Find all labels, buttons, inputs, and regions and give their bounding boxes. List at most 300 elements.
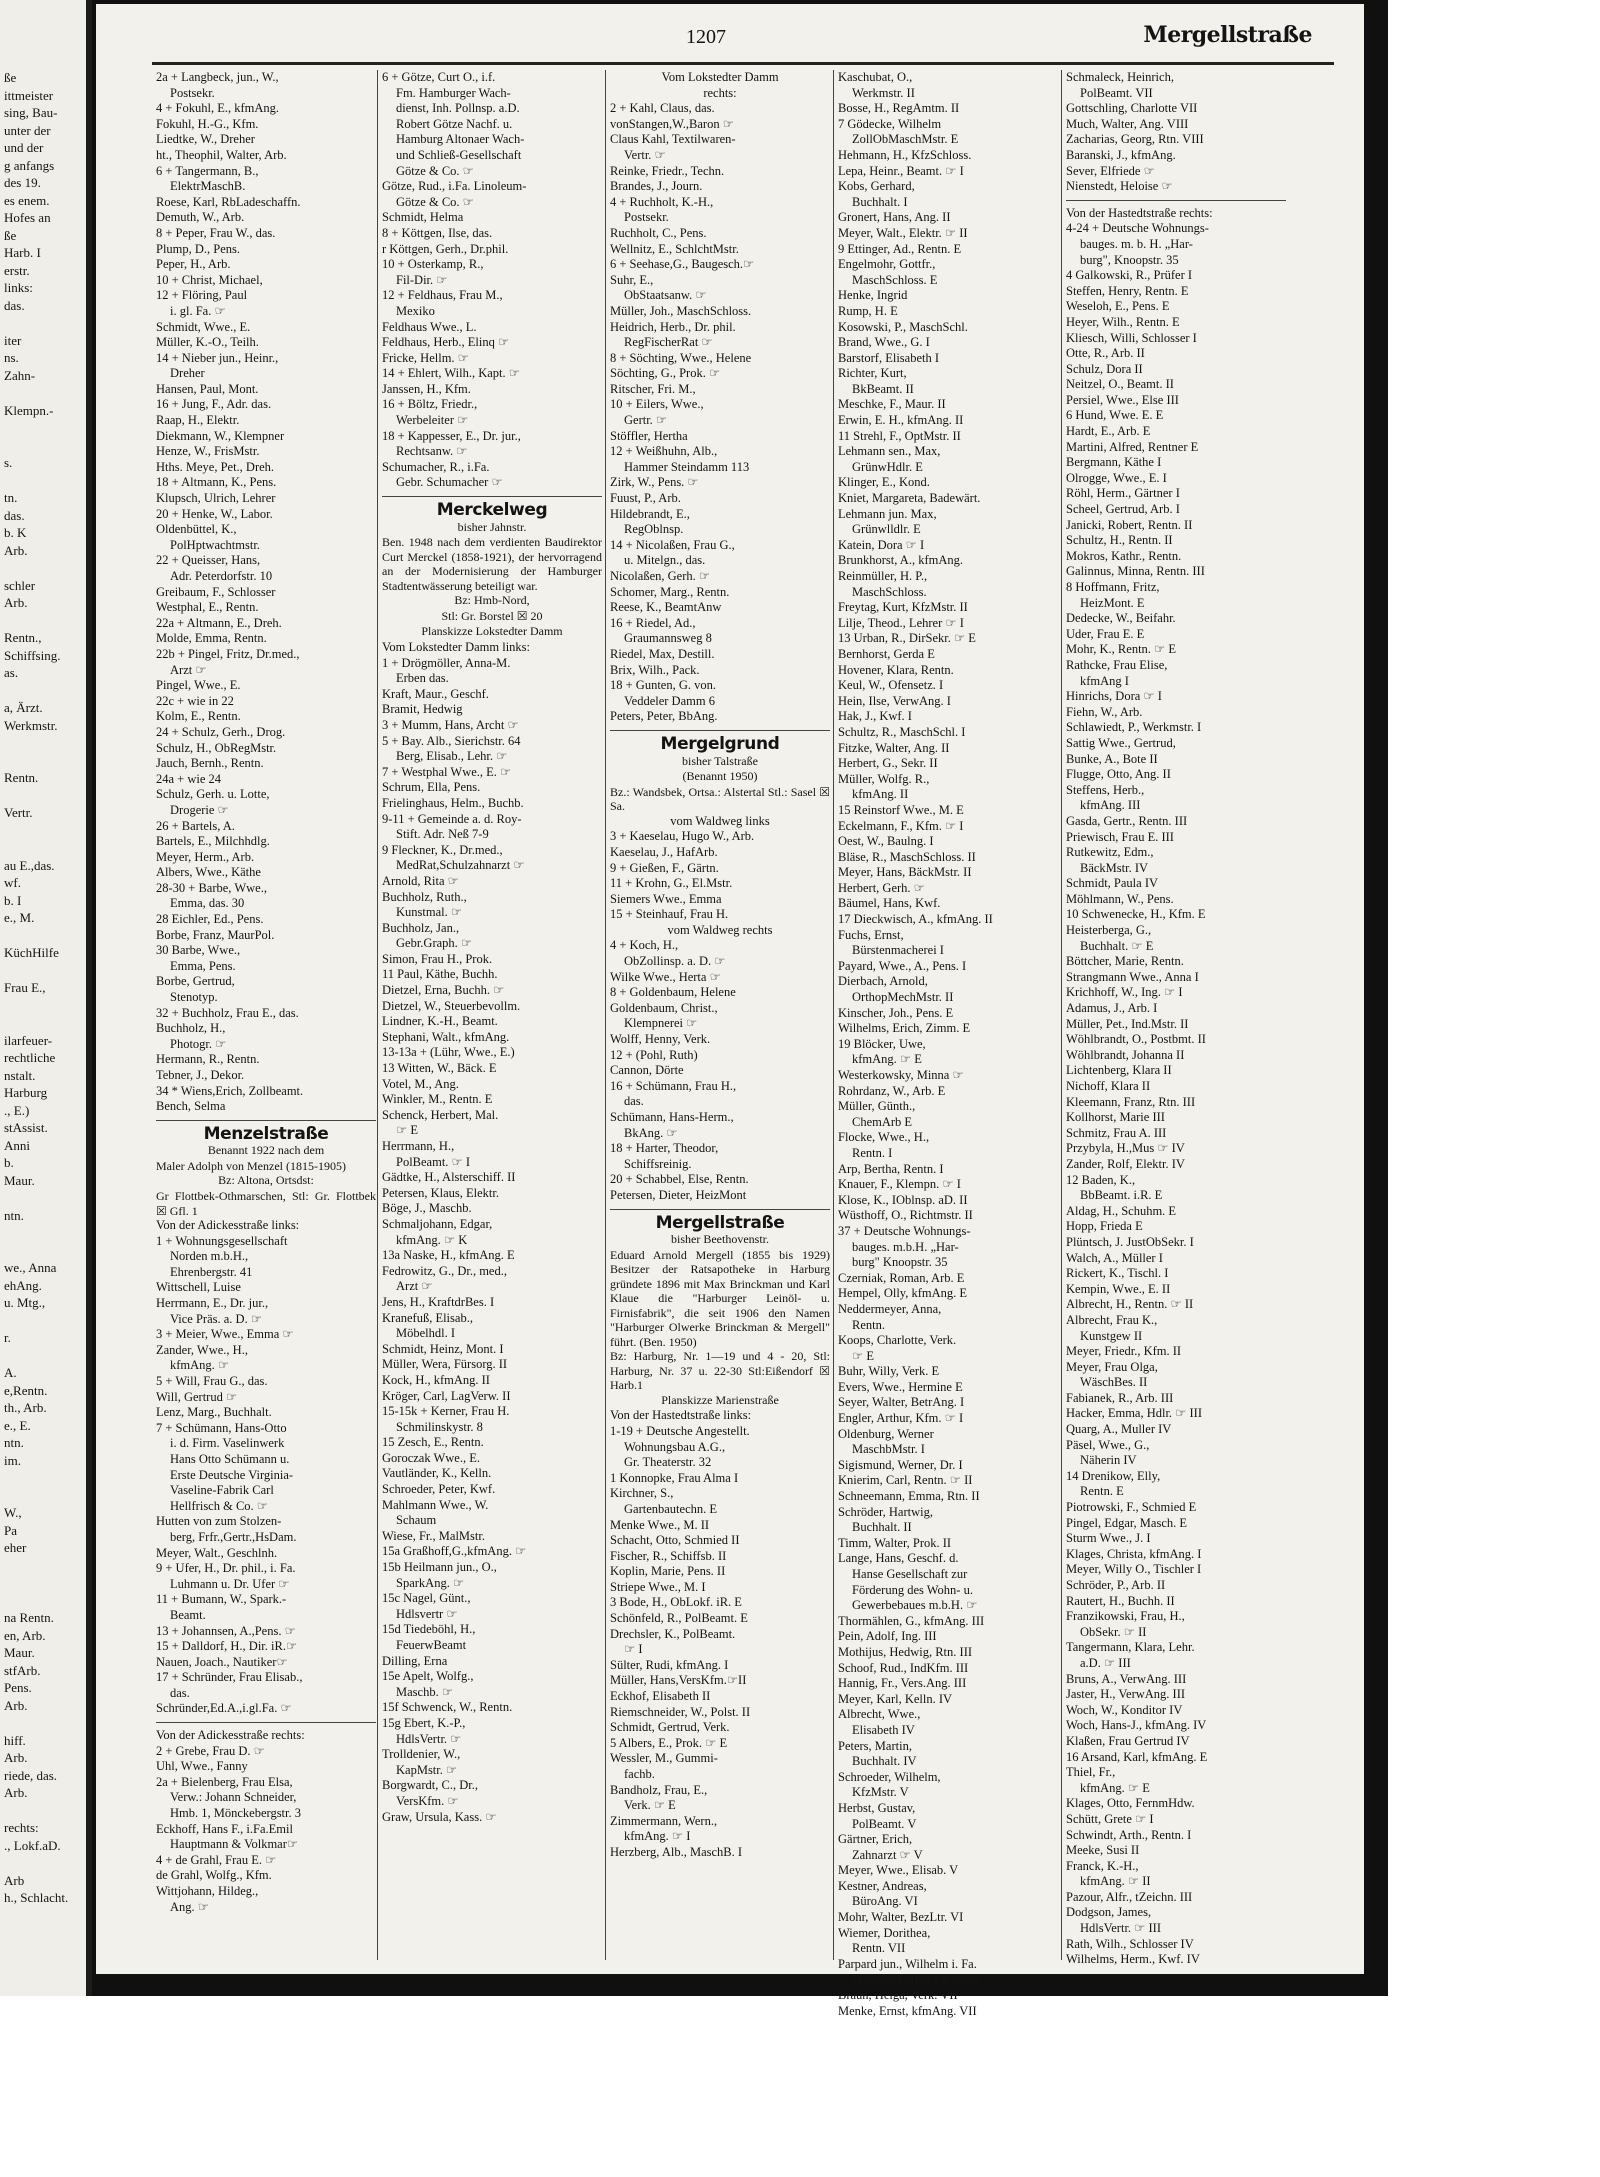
entry-continuation: Hmb. 1, Mönckebergstr. 3: [170, 1806, 302, 1821]
street-description: Bz: Harburg, Nr. 1—19 und 4 - 20, Stl: Harburg, Nr. 37 u. 22-30 Stl:Eißendorf ☒ Harb.1: [610, 1349, 830, 1393]
directory-entry: Koplin, Marie, Pens. II: [610, 1564, 726, 1579]
directory-entry: 10 Schwenecke, H., Kfm. E: [1066, 907, 1206, 922]
entry-continuation: Rentn. I: [852, 1145, 893, 1160]
directory-entry: Meyer, Herm., Arb.: [156, 849, 255, 864]
directory-entry: Roese, Karl, RbLadeschaffn.: [156, 194, 301, 209]
directory-entry: Von der Adickesstraße rechts:: [156, 1728, 305, 1743]
directory-entry: Hein, Ilse, VerwAng. I: [838, 693, 951, 708]
directory-entry: Müller, Günth.,: [838, 1099, 916, 1114]
entry-continuation: Verw.: Johann Schneider,: [170, 1790, 297, 1805]
entry-continuation: Vaseline-Fabrik Carl: [170, 1483, 274, 1498]
directory-entry: Wilhelms, Erich, Zimm. E: [838, 1021, 971, 1036]
entry-continuation: Möbelhdl. I: [396, 1326, 456, 1341]
directory-entry: 6 + Tangermann, B.,: [156, 163, 259, 178]
directory-entry: 22c + wie in 22: [156, 693, 234, 708]
directory-entry: Wüsthoff, O., Richtmstr. II: [838, 1208, 973, 1223]
directory-entry: Dedecke, W., Beifahr.: [1066, 611, 1176, 626]
directory-entry: Jaster, H., VerwAng. III: [1066, 1687, 1186, 1702]
entry-continuation: Wilhelm Parpard & Sohn: [852, 1972, 979, 1987]
directory-entry: 18 + Harter, Theodor,: [610, 1141, 719, 1156]
directory-entry: Röhl, Herm., Gärtner I: [1066, 486, 1180, 501]
directory-entry: Brand, Wwe., G. I: [838, 335, 930, 350]
entry-continuation: bauges. m.b.H. „Har-: [852, 1239, 959, 1254]
entry-continuation: BkAng. ☞: [624, 1125, 678, 1140]
directory-entry: Kaeselau, J., HafArb.: [610, 844, 718, 859]
directory-entry: Steffen, Henry, Rentn. E: [1066, 283, 1189, 298]
facing-page-fragment: Werkmstr.: [4, 717, 58, 733]
facing-page-fragment: th., Arb.: [4, 1400, 47, 1415]
entry-continuation: Veddeler Damm 6: [624, 693, 715, 708]
entry-continuation: Kunstgew II: [1080, 1328, 1143, 1343]
directory-entry: Bramit, Hedwig: [382, 702, 463, 717]
directory-entry: 18 + Gunten, G. von.: [610, 678, 716, 693]
directory-entry: Fitzke, Walter, Ang. II: [838, 740, 950, 755]
directory-entry: Parpard jun., Wilhelm i. Fa.: [838, 1956, 977, 1971]
directory-entry: Zacharias, Georg, Rtn. VIII: [1066, 132, 1204, 147]
entry-continuation: Bürstenmacherei I: [852, 943, 944, 958]
directory-entry: Vautländer, K., Kelln.: [382, 1466, 492, 1481]
entry-continuation: Zahnarzt ☞ V: [852, 1847, 923, 1862]
directory-entry: Kröger, Carl, LagVerw. II: [382, 1388, 511, 1403]
directory-entry: Raap, H., Elektr.: [156, 413, 240, 428]
facing-page-fragment: rechtliche: [4, 1050, 56, 1065]
directory-entry: 4-24 + Deutsche Wohnungs-: [1066, 221, 1209, 236]
entry-continuation: Hamburg Altonaer Wach-: [396, 132, 525, 147]
directory-entry: Müller, K.-O., Teilh.: [156, 335, 259, 350]
column-divider: [1061, 70, 1062, 1960]
directory-entry: Jauch, Bernh., Rentn.: [156, 756, 264, 771]
directory-entry: Arp, Bertha, Rentn. I: [838, 1161, 944, 1176]
directory-entry: vom Waldweg rechts: [667, 922, 773, 937]
directory-entry: 1 Konnopke, Frau Alma I: [610, 1470, 739, 1485]
directory-entry: 22 + Queisser, Hans,: [156, 553, 261, 568]
directory-entry: Meyer, Willy O., Tischler I: [1066, 1562, 1202, 1577]
directory-entry: 15g Ebert, K.-P.,: [382, 1715, 466, 1730]
directory-entry: Wellnitz, E., SchlchtMstr.: [610, 241, 739, 256]
entry-continuation: Wohnungsbau A.G.,: [624, 1439, 726, 1454]
facing-page-fragment: iter: [4, 332, 22, 348]
directory-entry: Kniet, Margareta, Badewärt.: [838, 491, 981, 506]
street-heading: Menzelstraße: [203, 1123, 329, 1144]
directory-entry: Galinnus, Minna, Rentn. III: [1066, 564, 1205, 579]
entry-continuation: kfmAng I: [1080, 673, 1129, 688]
entry-continuation: OrthopMechMstr. II: [852, 990, 954, 1005]
directory-entry: Schütt, Grete ☞ I: [1066, 1811, 1154, 1826]
entry-continuation: VersKfm. ☞: [396, 1793, 459, 1808]
directory-entry: 15c Nagel, Günt.,: [382, 1591, 471, 1606]
directory-entry: Thormählen, G., kfmAng. III: [838, 1613, 985, 1628]
entry-continuation: Emma, Pens.: [170, 958, 236, 973]
entry-continuation: PolHptwachtmstr.: [170, 537, 260, 552]
entry-continuation: Gertr. ☞: [624, 413, 668, 428]
directory-entry: Priewisch, Frau E. III: [1066, 829, 1174, 844]
directory-entry: Rathcke, Frau Elise,: [1066, 657, 1168, 672]
entry-continuation: Gewerbebaues m.b.H. ☞: [852, 1598, 978, 1613]
directory-entry: Kinscher, Joh., Pens. E: [838, 1005, 954, 1020]
directory-entry: Ritscher, Fri. M.,: [610, 381, 696, 396]
directory-entry: 15d Tiedeböhl, H.,: [382, 1622, 476, 1637]
entry-continuation: kfmAng. ☞ K: [396, 1232, 468, 1247]
directory-entry: 11 Strehl, F., OptMstr. II: [838, 428, 961, 443]
column-4: [838, 70, 1058, 2018]
directory-entry: Fuchs, Ernst,: [838, 927, 904, 942]
directory-entry: Hermann, R., Rentn.: [156, 1052, 260, 1067]
directory-entry: 7 Gödecke, Wilhelm: [838, 116, 942, 131]
directory-entry: Hansen, Paul, Mont.: [156, 381, 259, 396]
section-rule: [1066, 200, 1286, 201]
entry-continuation: dienst, Inh. Pollnsp. a.D.: [396, 101, 520, 116]
entry-continuation: Beamt.: [170, 1607, 206, 1622]
directory-entry: 16 + Jung, F., Adr. das.: [156, 397, 272, 412]
directory-entry: Quarg, A., Muller IV: [1066, 1422, 1172, 1437]
directory-entry: Adamus, J., Arb. I: [1066, 1001, 1158, 1016]
directory-entry: Buchholz, H.,: [156, 1021, 226, 1036]
directory-entry: Baranski, J., kfmAng.: [1066, 147, 1176, 162]
directory-entry: rechts:: [703, 85, 737, 100]
directory-entry: Wittschell, Luise: [156, 1280, 241, 1295]
directory-entry: Fuust, P., Arb.: [610, 491, 681, 506]
directory-entry: 15-15k + Kerner, Frau H.: [382, 1404, 510, 1419]
directory-entry: Hths. Meye, Pet., Dreh.: [156, 459, 275, 474]
entry-continuation: Kunstmal. ☞: [396, 905, 463, 920]
facing-page-fragment: Rentn.: [4, 770, 39, 785]
directory-entry: Peper, H., Arb.: [156, 257, 231, 272]
directory-entry: Rutkewitz, Edm.,: [1066, 845, 1154, 860]
directory-entry: Walch, A., Müller I: [1066, 1250, 1163, 1265]
directory-entry: 3 Bode, H., ObLokf. iR. E: [610, 1595, 742, 1610]
directory-entry: Schröder, Hartwig,: [838, 1504, 933, 1519]
entry-continuation: Schiffsreinig.: [624, 1156, 692, 1171]
directory-entry: Meeke, Susi II: [1066, 1843, 1140, 1858]
directory-entry: 3 + Meier, Wwe., Emma ☞: [156, 1327, 294, 1342]
directory-entry: ht., Theophil, Walter, Arb.: [156, 147, 287, 162]
directory-entry: Schmaljohann, Edgar,: [382, 1216, 493, 1231]
directory-entry: Lenz, Marg., Buchhalt.: [156, 1405, 272, 1420]
facing-page-fragment: ntn.: [4, 1435, 24, 1450]
directory-entry: Lilje, Theod., Lehrer ☞ I: [838, 615, 964, 630]
directory-entry: Hehmann, H., KfzSchloss.: [838, 147, 972, 162]
directory-entry: Winkler, M., Rentn. E: [382, 1092, 493, 1107]
directory-entry: Albers, Wwe., Käthe: [156, 865, 261, 880]
directory-entry: Gronert, Hans, Ang. II: [838, 210, 951, 225]
directory-entry: Gasda, Gertr., Rentn. III: [1066, 813, 1188, 828]
entry-continuation: burg", Knoopstr. 35: [1080, 252, 1179, 267]
entry-continuation: und Schließ-Gesellschaft: [396, 147, 522, 162]
directory-entry: Schröder, P., Arb. II: [1066, 1578, 1166, 1592]
directory-entry: Rump, H. E: [838, 303, 898, 318]
entry-continuation: Rechtsanw. ☞: [396, 444, 468, 459]
directory-entry: Cannon, Dörte: [610, 1063, 684, 1078]
directory-entry: Persiel, Wwe., Else III: [1066, 392, 1179, 407]
directory-entry: Rautert, H., Buchh. II: [1066, 1593, 1175, 1608]
directory-entry: Meyer, Walt., Geschlnh.: [156, 1545, 278, 1560]
entry-continuation: ObZollinsp. a. D. ☞: [624, 954, 726, 969]
entry-continuation: Vertr. ☞: [624, 147, 666, 162]
facing-page-fragment: Maur.: [4, 1645, 35, 1660]
directory-entry: Von der Hastedtstraße rechts:: [1066, 205, 1213, 220]
facing-page-fragment: Hofes an: [4, 210, 51, 225]
entry-continuation: Hellfrisch & Co. ☞: [170, 1498, 268, 1513]
directory-entry: Hinrichs, Dora ☞ I: [1066, 689, 1162, 704]
directory-entry: 16 Arsand, Karl, kfmAng. E: [1066, 1749, 1208, 1764]
directory-entry: Kaschubat, O.,: [838, 70, 913, 84]
entry-continuation: Schmilinskystr. 8: [396, 1419, 483, 1434]
directory-entry: Hutten von zum Stolzen-: [156, 1514, 282, 1529]
entry-continuation: MaschSchloss.: [852, 584, 927, 599]
directory-entry: Janicki, Robert, Rentn. II: [1066, 517, 1193, 532]
entry-continuation: i. d. Firm. Vaselinwerk: [170, 1436, 285, 1451]
facing-page-fragment: riede, das.: [4, 1767, 58, 1783]
facing-page-fragment: A.: [4, 1365, 17, 1380]
directory-entry: Schmidt, Helma: [382, 210, 464, 225]
directory-entry: Buhr, Willy, Verk. E: [838, 1364, 940, 1379]
directory-entry: Lehmann jun. Max,: [838, 506, 937, 521]
directory-entry: 8 + Goldenbaum, Helene: [610, 985, 736, 1000]
directory-entry: Möhlmann, W., Pens.: [1066, 891, 1174, 906]
directory-entry: Müller, Pet., Ind.Mstr. II: [1066, 1016, 1189, 1031]
directory-entry: Von der Adickesstraße links:: [156, 1218, 300, 1233]
directory-entry: Kock, H., kfmAng. II: [382, 1372, 490, 1387]
entry-continuation: PolBeamt. ☞ I: [396, 1154, 471, 1169]
directory-entry: Schwindt, Arth., Rentn. I: [1066, 1827, 1192, 1842]
entry-continuation: kfmAng. ☞ I: [624, 1829, 691, 1844]
entry-continuation: das.: [624, 1094, 644, 1109]
entry-continuation: ☞ E: [852, 1348, 874, 1363]
directory-entry: 16 + Schümann, Frau H.,: [610, 1078, 737, 1093]
directory-entry: 34 * Wiens,Erich, Zollbeamt.: [156, 1083, 304, 1098]
directory-entry: 9 Fleckner, K., Dr.med.,: [382, 842, 503, 857]
directory-entry: 22b + Pingel, Fritz, Dr.med.,: [156, 646, 300, 661]
facing-page-fragment: b.: [4, 1155, 14, 1170]
entry-continuation: Hauptmann & Volkmar☞: [170, 1837, 299, 1852]
directory-entry: Knauer, F., Klempn. ☞ I: [838, 1177, 961, 1192]
directory-entry: Uhl, Wwe., Fanny: [156, 1759, 248, 1774]
directory-entry: Wilke Wwe., Herta ☞: [610, 969, 721, 984]
directory-entry: Kraft, Maur., Geschf.: [382, 686, 489, 701]
entry-continuation: BäckMstr. IV: [1080, 860, 1149, 875]
directory-entry: Zirk, W., Pens. ☞: [610, 475, 699, 490]
directory-entry: Freytag, Kurt, KfzMstr. II: [838, 600, 968, 615]
directory-entry: 1 + Wohnungsgesellschaft: [156, 1233, 288, 1248]
directory-entry: 17 Dieckwisch, A., kfmAng. II: [838, 912, 993, 927]
directory-entry: Meyer, Karl, Kelln. IV: [838, 1691, 953, 1706]
directory-entry: Hovener, Klara, Rentn.: [838, 662, 954, 677]
facing-page-fragment: as.: [4, 665, 19, 680]
directory-entry: 8 + Söchting, Wwe., Helene: [610, 350, 752, 365]
directory-entry: Timm, Walter, Prok. II: [838, 1535, 952, 1550]
directory-entry: 24a + wie 24: [156, 771, 222, 786]
directory-entry: Albrecht, Frau K.,: [1066, 1312, 1158, 1327]
directory-entry: Kleemann, Franz, Rtn. III: [1066, 1094, 1196, 1109]
directory-entry: Rickert, K., Tischl. I: [1066, 1266, 1169, 1281]
entry-continuation: Emma, das. 30: [170, 896, 245, 911]
directory-entry: Bartels, E., Milchhdlg.: [156, 834, 270, 849]
directory-entry: 16 + Böltz, Friedr.,: [382, 397, 478, 412]
directory-entry: Arnold, Rita ☞: [382, 873, 459, 888]
entry-continuation: Postsekr.: [624, 210, 669, 225]
directory-entry: Tangermann, Klara, Lehr.: [1066, 1640, 1195, 1655]
directory-entry: Olrogge, Wwe., E. I: [1066, 470, 1167, 485]
facing-page-fragment: im.: [4, 1452, 21, 1468]
facing-page-fragment: tn.: [4, 490, 18, 505]
entry-continuation: i. gl. Fa. ☞: [170, 303, 226, 318]
directory-entry: Franzikowski, Frau, H.,: [1066, 1609, 1185, 1624]
directory-entry: 6 Hund, Wwe. E. E: [1066, 408, 1164, 423]
entry-continuation: BkBeamt. II: [852, 381, 914, 396]
directory-entry: 14 Drenikow, Elly,: [1066, 1468, 1161, 1483]
directory-entry: Franck, K.-H.,: [1066, 1858, 1139, 1873]
directory-entry: Herzberg, Alb., MaschB. I: [610, 1844, 743, 1859]
entry-continuation: SparkAng. ☞: [396, 1575, 465, 1590]
entry-continuation: ZollObMaschMstr. E: [852, 132, 959, 147]
entry-continuation: Buchhalt. IV: [852, 1754, 917, 1769]
entry-continuation: burg" Knoopstr. 35: [852, 1255, 948, 1270]
directory-entry: r Köttgen, Gerh., Dr.phil.: [382, 241, 509, 256]
directory-entry: Striepe Wwe., M. I: [610, 1579, 706, 1594]
directory-entry: Riemschneider, W., Polst. II: [610, 1704, 751, 1719]
directory-entry: Henze, W., FrisMstr.: [156, 444, 260, 459]
directory-entry: Siemers Wwe., Emma: [610, 891, 722, 906]
facing-page-fragment: Arb.: [4, 1785, 28, 1800]
directory-entry: Schmidt, Gertrud, Verk.: [610, 1720, 730, 1735]
directory-entry: Herrmann, E., Dr. jur.,: [156, 1296, 269, 1311]
entry-continuation: Werbeleiter ☞: [396, 413, 469, 428]
directory-entry: Reese, K., BeamtAnw: [610, 600, 722, 615]
directory-entry: 26 + Bartels, A.: [156, 818, 235, 833]
directory-entry: 4 + Koch, H.,: [610, 938, 679, 953]
directory-entry: 13 + Johannsen, A.,Pens. ☞: [156, 1623, 296, 1638]
entry-continuation: Ang. ☞: [170, 1899, 209, 1914]
directory-entry: 12 + Feldhaus, Frau M.,: [382, 288, 503, 303]
facing-page-fragment: Harb. I: [4, 245, 41, 260]
directory-entry: Westphal, E., Rentn.: [156, 600, 259, 615]
entry-continuation: Klempnerei ☞: [624, 1016, 698, 1031]
directory-entry: Meyer, Wwe., Elisab. V: [838, 1863, 959, 1878]
directory-entry: Oldenburg, Werner: [838, 1426, 934, 1441]
facing-page-fragment: we., Anna: [4, 1260, 57, 1275]
facing-page-fragment: Vertr.: [4, 805, 33, 820]
directory-entry: Mahlmann Wwe., W.: [382, 1497, 489, 1512]
directory-entry: Fokuhl, H.-G., Kfm.: [156, 116, 259, 131]
directory-entry: Votel, M., Ang.: [382, 1076, 459, 1091]
directory-entry: Brix, Wilh., Pack.: [610, 662, 700, 677]
directory-entry: Buchholz, Jan.,: [382, 920, 460, 935]
directory-entry: Heyer, Wilh., Rentn. E: [1066, 314, 1180, 329]
directory-entry: Fischer, R., Schiffsb. II: [610, 1548, 727, 1563]
directory-entry: Böttcher, Marie, Rentn.: [1066, 954, 1184, 969]
directory-entry: Schmidt, Heinz, Mont. I: [382, 1341, 504, 1356]
entry-continuation: KfzMstr. V: [852, 1785, 909, 1800]
entry-continuation: Buchhalt. ☞ E: [1080, 938, 1154, 953]
directory-entry: Frielinghaus, Helm., Buchb.: [382, 795, 524, 810]
directory-entry: Borbe, Gertrud,: [156, 974, 235, 989]
street-note: bisher Jahnstr.: [457, 519, 527, 534]
directory-entry: Meyer, Frau Olga,: [1066, 1359, 1158, 1374]
directory-entry: Mohr, Walter, BezLtr. VI: [838, 1910, 964, 1925]
facing-page-fragment: ittmeister: [4, 87, 54, 103]
entry-continuation: WäschBes. II: [1080, 1375, 1148, 1390]
directory-entry: Kliesch, Willi, Schlosser I: [1066, 330, 1197, 345]
entry-continuation: Adr. Peterdorfstr. 10: [170, 569, 273, 583]
directory-entry: 15 Reinstorf Wwe., M. E: [838, 802, 964, 817]
directory-entry: Dietzel, Erna, Buchh. ☞: [382, 983, 505, 998]
directory-entry: 15e Apelt, Wolfg.,: [382, 1669, 474, 1684]
entry-continuation: Arzt ☞: [396, 1279, 433, 1294]
directory-entry: Klinger, E., Kond.: [838, 475, 930, 490]
directory-entry: Klages, Christa, kfmAng. I: [1066, 1546, 1202, 1561]
street-note: Stl: Gr. Borstel ☒ 20: [441, 608, 543, 623]
facing-page-fragment: ., E.): [4, 1102, 30, 1118]
street-note: bisher Beethovenstr.: [671, 1232, 769, 1247]
facing-page-fragment: Klempn.-: [4, 402, 54, 418]
directory-entry: Greibaum, F., Schlosser: [156, 584, 276, 599]
street-note: Bz: Altona, Ortsdst:: [218, 1173, 314, 1188]
directory-entry: Schulz, Dora II: [1066, 361, 1143, 376]
directory-entry: Stephani, Walt., kfmAng.: [382, 1029, 510, 1044]
entry-continuation: Buchhalt. II: [852, 1520, 912, 1535]
directory-entry: Seyer, Walter, BetrAng. I: [838, 1395, 965, 1410]
directory-entry: 6 + Seehase,G., Baugesch.☞: [610, 257, 755, 272]
directory-entry: Brunkhorst, A., kfmAng.: [838, 553, 963, 568]
directory-entry: 10 + Eilers, Wwe.,: [610, 397, 704, 412]
directory-entry: Lepa, Heinr., Beamt. ☞ I: [838, 163, 964, 178]
directory-entry: 4 + de Grahl, Frau E. ☞: [156, 1852, 277, 1867]
directory-entry: 9 + Gießen, F., Gärtn.: [610, 860, 719, 875]
entry-continuation: Buchhalt. I: [852, 194, 908, 209]
directory-entry: 17 + Schründer, Frau Elisab.,: [156, 1670, 303, 1685]
entry-continuation: Verk. ☞ E: [624, 1798, 676, 1813]
directory-entry: Tebner, J., Dekor.: [156, 1068, 245, 1082]
entry-continuation: Schaum: [396, 1513, 437, 1528]
directory-entry: Mohr, K., Rentn. ☞ E: [1066, 642, 1177, 657]
facing-page-fragment: Harburg: [4, 1085, 48, 1100]
directory-entry: Fricke, Hellm. ☞: [382, 350, 469, 365]
directory-entry: 28-30 + Barbe, Wwe.,: [156, 880, 267, 895]
directory-entry: Neitzel, O., Beamt. II: [1066, 377, 1174, 392]
directory-entry: Hildebrandt, E.,: [610, 506, 690, 521]
entry-continuation: Postsekr.: [170, 85, 215, 100]
entry-continuation: FeuerwBeamt: [396, 1638, 467, 1652]
entry-continuation: Photogr. ☞: [170, 1036, 227, 1051]
directory-entry: Schroeder, Wilhelm,: [838, 1769, 941, 1784]
facing-page-fragment: Maur.: [4, 1172, 35, 1188]
directory-entry: 5 Albers, E., Prok. ☞ E: [610, 1735, 728, 1750]
entry-continuation: Hammer Steindamm 113: [624, 459, 750, 474]
directory-entry: Przybyla, H.,Mus ☞ IV: [1066, 1141, 1185, 1156]
facing-page-fragment: ns.: [4, 350, 19, 365]
directory-entry: Woch, W., Konditor IV: [1066, 1702, 1183, 1717]
street-description: Gr Flottbek-Othmarschen, Stl: Gr. Flottbek ☒ Gfl. 1: [156, 1189, 376, 1218]
entry-continuation: Hanse Gesellschaft zur: [852, 1567, 968, 1581]
column-divider: [605, 70, 606, 1960]
directory-entry: Dietzel, W., Steuerbevollm.: [382, 998, 521, 1013]
directory-entry: Kranefuß, Elisab.,: [382, 1310, 473, 1325]
directory-entry: Kempin, Wwe., E. II: [1066, 1281, 1171, 1296]
directory-entry: Schlawiedt, P., Werkmstr. I: [1066, 720, 1202, 735]
directory-entry: 15a Graßhoff,G.,kfmAng. ☞: [382, 1544, 527, 1559]
street-heading: Mergelgrund: [660, 733, 780, 754]
entry-continuation: PolBeamt. V: [852, 1816, 917, 1831]
street-note: (Benannt 1950): [682, 769, 758, 784]
directory-entry: Nicolaßen, Gerh. ☞: [610, 569, 711, 583]
facing-page-fragment: au E.,das.: [4, 857, 55, 873]
directory-entry: Koops, Charlotte, Verk.: [838, 1333, 957, 1348]
directory-entry: Bernhorst, Gerda E: [838, 646, 935, 661]
directory-entry: Hardt, E., Arb. E: [1066, 424, 1151, 439]
facing-page-fragment: na Rentn.: [4, 1610, 54, 1625]
entry-continuation: Hans Otto Schümann u.: [170, 1451, 290, 1466]
directory-entry: Fabianek, R., Arb. III: [1066, 1390, 1174, 1405]
